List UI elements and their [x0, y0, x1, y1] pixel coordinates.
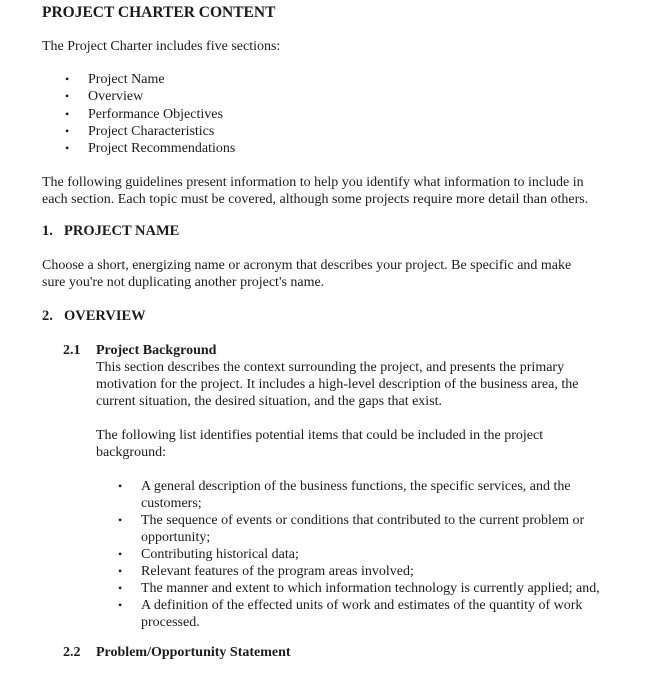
list-item-label: Project Recommendations [88, 141, 236, 157]
section-1-number: 1. [42, 223, 53, 240]
section-2-number: 2. [42, 308, 53, 325]
document-page [0, 5, 654, 680]
list-item [65, 106, 654, 123]
guidelines-paragraph: The following guidelines present information to help you identify what information to include in each section. Each topic must be covered, although some projects require more detail than others. [42, 175, 589, 208]
intro-paragraph: The Project Charter includes five sections: [42, 39, 281, 54]
bullet-icon: • [65, 72, 70, 86]
bullet-icon: • [65, 141, 70, 156]
document-title: PROJECT CHARTER CONTENT [42, 4, 276, 21]
list-item-label: The sequence of events or conditions that contributed to the current problem or opportunity; [141, 513, 585, 546]
list-item [65, 140, 654, 157]
bullet-icon: • [118, 581, 123, 596]
section-1-heading [42, 223, 654, 239]
section-2-2-number: 2.2 [63, 645, 81, 661]
section-2-1-title: Project Background [96, 343, 217, 359]
list-item-label: Project Name [88, 72, 165, 87]
list-item [118, 512, 613, 546]
bullet-icon: • [65, 106, 70, 121]
bullet-icon: • [118, 479, 123, 494]
section-2-2-heading [63, 644, 654, 661]
section-2-2-title: Problem/Opportunity Statement [96, 645, 291, 661]
list-item-label: A definition of the effected units of work and estimates of the quantity of work processed. [141, 598, 583, 631]
list-item-label: Performance Objectives [88, 106, 223, 122]
bullet-icon: • [118, 598, 123, 613]
bullet-icon: • [118, 513, 123, 528]
list-item [118, 580, 613, 597]
list-item-label: Project Characteristics [88, 123, 215, 139]
list-item [65, 71, 654, 88]
list-item [65, 123, 654, 140]
section-2-1-paragraph-2: The following list identifies potential items that could be included in the project background: [96, 428, 544, 461]
list-item [118, 563, 613, 580]
list-item-label: The manner and extent to which information technology is currently applied; and, [141, 581, 600, 597]
list-item [118, 597, 613, 631]
list-item-label: Contributing historical data; [141, 547, 299, 563]
section-2-title: OVERVIEW [64, 308, 146, 325]
project-background-items-list [118, 478, 613, 631]
list-item-label: Relevant features of the program areas involved; [141, 564, 414, 580]
charter-sections-list [65, 71, 654, 157]
list-item [118, 546, 613, 563]
bullet-icon: • [65, 89, 70, 104]
section-1-body: Choose a short, energizing name or acronym that describes your project. Be specific and make sure you're not duplicating another project's name. [42, 258, 572, 291]
bullet-icon: • [65, 123, 70, 138]
section-2-1-paragraph-1: This section describes the context surrounding the project, and presents the primary motivation for the project. It includes a high-level description of the business area, the current situation, the desired situation, and the gaps that exist. [96, 360, 579, 410]
list-item [118, 478, 613, 512]
list-item-label: Overview [88, 89, 144, 105]
list-item-label: A general description of the business functions, the specific services, and the customers; [141, 479, 571, 512]
bullet-icon: • [118, 564, 123, 579]
section-1-title: PROJECT NAME [64, 223, 180, 240]
list-item [65, 88, 654, 105]
bullet-icon: • [118, 547, 123, 562]
section-2-1-number: 2.1 [63, 343, 81, 359]
section-2-1-heading [63, 342, 654, 359]
section-2-heading [42, 308, 654, 324]
